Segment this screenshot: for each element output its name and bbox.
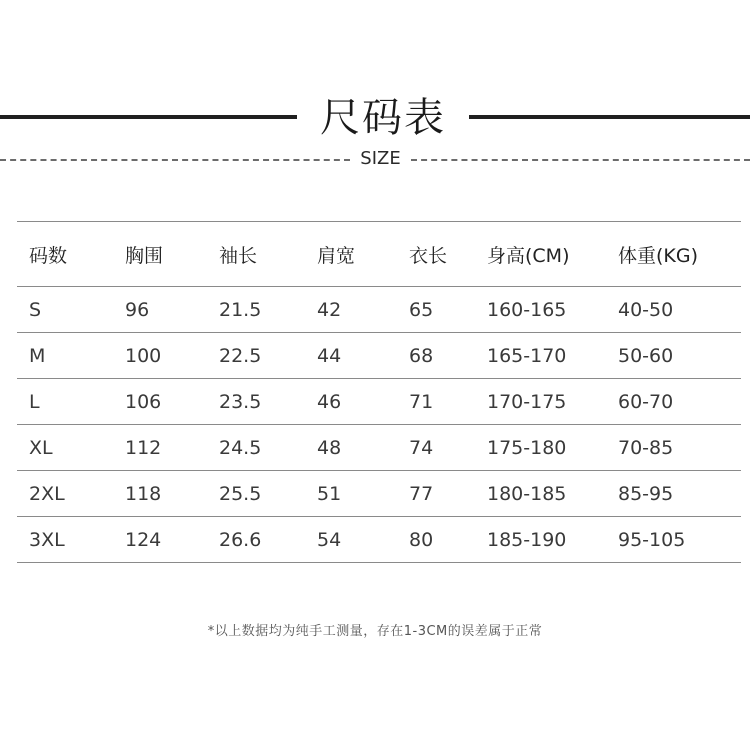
- cell-garment-length: 74: [409, 436, 434, 459]
- cell-size: L: [29, 390, 40, 413]
- cell-garment-length: 65: [409, 298, 434, 321]
- size-chart-table: [17, 221, 741, 563]
- cell-garment-length: 77: [409, 482, 434, 505]
- column-header-chest: 胸围: [125, 244, 164, 267]
- cell-garment-length: 71: [409, 390, 434, 413]
- subtitle-dashed-line-left: [0, 159, 350, 161]
- table-header-row: [17, 222, 741, 287]
- cell-weight: 70-85: [618, 436, 674, 459]
- cell-height: 185-190: [487, 528, 567, 551]
- cell-size: S: [29, 298, 42, 321]
- cell-sleeve-length: 26.6: [219, 528, 262, 551]
- table-row: [17, 425, 741, 471]
- page-subtitle: SIZE: [360, 148, 401, 169]
- cell-chest: 106: [125, 390, 162, 413]
- cell-shoulder-width: 42: [317, 298, 342, 321]
- cell-size: XL: [29, 436, 53, 459]
- cell-shoulder-width: 51: [317, 482, 342, 505]
- table-row: [17, 517, 741, 563]
- cell-sleeve-length: 22.5: [219, 344, 262, 367]
- cell-weight: 95-105: [618, 528, 686, 551]
- table-row: [17, 471, 741, 517]
- cell-shoulder-width: 46: [317, 390, 342, 413]
- column-header-sleeve-length: 袖长: [219, 244, 258, 267]
- column-header-weight: 体重(KG): [618, 244, 699, 267]
- cell-sleeve-length: 21.5: [219, 298, 262, 321]
- cell-shoulder-width: 54: [317, 528, 342, 551]
- cell-weight: 85-95: [618, 482, 674, 505]
- cell-size: M: [29, 344, 46, 367]
- cell-size: 2XL: [29, 482, 65, 505]
- cell-garment-length: 80: [409, 528, 434, 551]
- column-header-shoulder-width: 肩宽: [317, 244, 356, 267]
- cell-chest: 118: [125, 482, 162, 505]
- cell-chest: 100: [125, 344, 162, 367]
- cell-weight: 40-50: [618, 298, 674, 321]
- title-line-right: [469, 115, 750, 119]
- column-header-garment-length: 衣长: [409, 244, 448, 267]
- table-row: [17, 287, 741, 333]
- table-row: [17, 333, 741, 379]
- cell-chest: 96: [125, 298, 150, 321]
- cell-garment-length: 68: [409, 344, 434, 367]
- cell-height: 165-170: [487, 344, 567, 367]
- cell-weight: 60-70: [618, 390, 674, 413]
- cell-shoulder-width: 48: [317, 436, 342, 459]
- cell-height: 170-175: [487, 390, 567, 413]
- cell-chest: 124: [125, 528, 162, 551]
- cell-sleeve-length: 24.5: [219, 436, 262, 459]
- subtitle-dashed-line-right: [411, 159, 750, 161]
- column-header-height: 身高(CM): [487, 244, 570, 267]
- cell-chest: 112: [125, 436, 162, 459]
- cell-size: 3XL: [29, 528, 65, 551]
- cell-shoulder-width: 44: [317, 344, 342, 367]
- cell-weight: 50-60: [618, 344, 674, 367]
- table-row: [17, 379, 741, 425]
- title-line-left: [0, 115, 297, 119]
- cell-height: 160-165: [487, 298, 567, 321]
- cell-height: 180-185: [487, 482, 567, 505]
- column-header-size: 码数: [29, 244, 68, 267]
- cell-sleeve-length: 25.5: [219, 482, 262, 505]
- cell-height: 175-180: [487, 436, 567, 459]
- page-title: 尺码表: [320, 95, 446, 141]
- measurement-footnote: *以上数据均为纯手工测量，存在1-3CM的误差属于正常: [207, 624, 543, 639]
- cell-sleeve-length: 23.5: [219, 390, 262, 413]
